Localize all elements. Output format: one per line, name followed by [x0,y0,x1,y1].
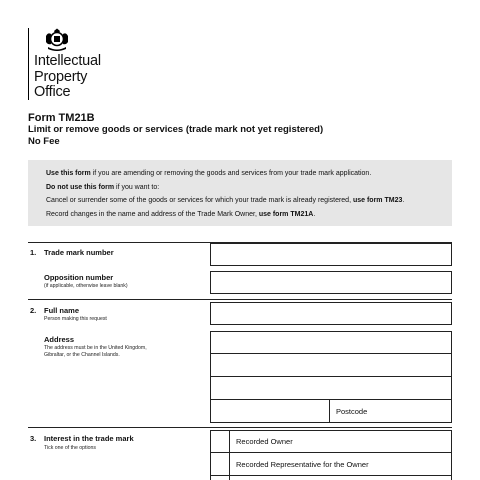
logo-line-2: Property [34,68,88,85]
opposition-number-field[interactable] [210,271,452,294]
other-option-checkbox[interactable] [210,475,230,480]
q3-hint: Tick one of the options [44,445,97,451]
option-recorded-owner-label: Recorded Owner [236,437,293,446]
q2-number: 2. [30,306,37,315]
q3-label: Interest in the trade mark [44,434,134,443]
notice-l2-text: if you want to: [114,183,160,191]
q3-number: 3. [30,434,37,443]
logo-line-3: Office [34,84,71,100]
section-2-divider [28,299,452,300]
recorded-representative-checkbox[interactable] [210,452,230,476]
opposition-hint: (if applicable, otherwise leave blank) [44,283,128,289]
option-other[interactable] [229,475,452,480]
postcode-label: Postcode [336,406,368,416]
address-line-1-field[interactable] [210,331,452,354]
address-line-2-field[interactable] [210,353,452,377]
notice-l1-bold: Use this form [46,170,91,177]
notice-l3-bold: use form TM23 [352,197,403,204]
notice-l3-end: . [402,197,405,204]
address-hint-1: The address must be in the United Kingdom, [44,345,147,351]
q1-label: Trade mark number [44,248,114,257]
trade-mark-number-field[interactable] [210,243,452,266]
form-title: Form TM21B [28,112,95,124]
full-name-field[interactable] [210,302,452,325]
form-fee: No Fee [28,136,60,147]
option-recorded-owner[interactable] [229,430,452,453]
form-subtitle: Limit or remove goods or services (trade mark not yet registered) [28,124,324,135]
notice-l3-text: Cancel or surrender some of the goods or services for which your trade mark is already registered, [46,197,353,204]
option-recorded-representative[interactable] [229,452,452,476]
address-line-3-field[interactable] [210,376,452,400]
postcode-field[interactable] [329,399,452,423]
address-line-4-field[interactable] [210,399,330,423]
notice-l4-end: . [313,210,316,218]
opposition-label: Opposition number [44,273,114,282]
q2-hint: Person making this request [44,316,107,322]
notice-line-4 [46,208,434,222]
q2-label: Full name [44,306,80,315]
address-label: Address [44,335,75,344]
logo-divider [28,28,29,100]
recorded-owner-checkbox[interactable] [210,430,230,453]
notice-l1-text: if you are amending or removing the goods and services from your trade mark application. [90,170,372,177]
logo-line-1: Intellectual [34,53,101,69]
royal-crest-icon [44,28,70,52]
notice-l4-text: Record changes in the name and address of the Trade Mark Owner, [46,210,259,218]
notice-line-2 [46,181,434,195]
option-recorded-representative-label: Recorded Representative for the Owner [236,459,369,469]
notice-l4-bold: use form TM21A [258,210,314,218]
notice-box [28,160,452,226]
logo-wordmark [34,54,101,101]
notice-line-1 [46,167,434,181]
notice-line-3 [46,194,434,208]
notice-l2-bold: Do not use this form [46,183,115,191]
section-3-divider [28,427,452,428]
q1-number: 1. [30,248,37,257]
address-hint-2: Gibraltar, or the Channel Islands. [44,352,120,358]
